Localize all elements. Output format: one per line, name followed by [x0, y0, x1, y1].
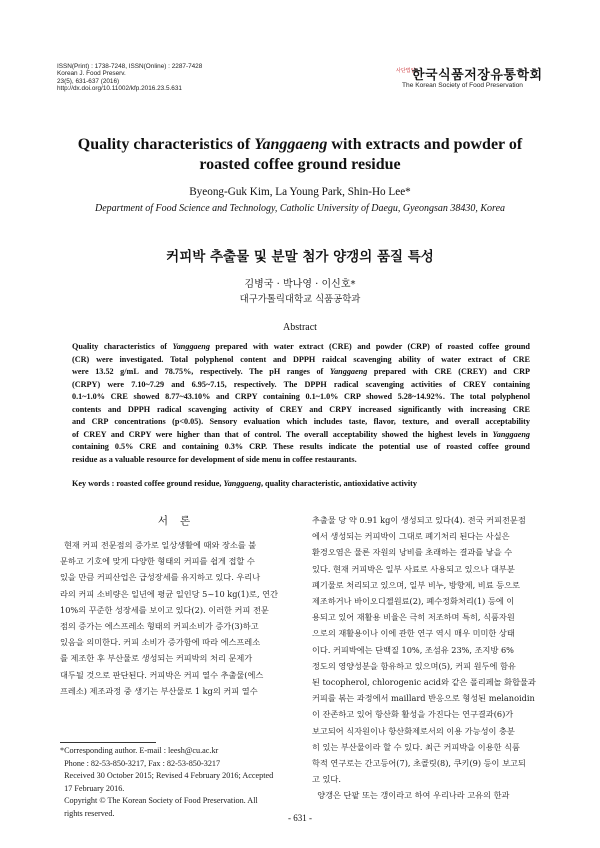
journal-line: Korean J. Food Preserv.	[57, 70, 126, 78]
affiliation: Department of Food Science and Technology, Catholic University of Daegu, Gyeongsan 38430, Korea	[94, 203, 506, 214]
footnote-line: Phone : 82-53-850-3217, Fax : 82-53-850-3217	[60, 758, 221, 768]
authors: Byeong-Guk Kim, La Young Park, Shin-Ho Lee*	[189, 186, 411, 198]
body-line: 제조하거나 바이오디젤원료(2), 폐수정화처리(1) 등에 이	[312, 596, 515, 607]
paper-title	[40, 135, 560, 175]
body-line: 고 있다.	[312, 774, 341, 785]
abstract-line: Quality characteristics of Yanggaeng prepared with water extract (CRE) and powder (CRP) of roasted coffee ground	[72, 342, 530, 351]
abstract-heading: Abstract	[283, 322, 317, 333]
body-line: 이 잔존하고 있어 항산화 활성을 가진다는 연구결과(6)가	[312, 709, 514, 720]
society-mark-icon	[396, 66, 416, 82]
abstract-line: (CRPY) were 7.10~7.29 and 6.95~7.15, respectively. The DPPH radical scavenging activities of CREY containing	[72, 379, 530, 389]
body-line: 양갱은 단팥 또는 갱이라고 하여 우리나라 고유의 한과	[312, 790, 510, 801]
footnote-line: 17 February 2016.	[60, 783, 125, 793]
body-line: 용되고 있어 재활용 비율은 극히 저조하며 특히, 식품자원	[312, 612, 515, 623]
body-line: 학적 연구로는 간고등어(7), 초콜릿(8), 쿠키(9) 등이 보고되	[312, 758, 526, 769]
paper-title-ko: 커피박 추출물 및 분말 첨가 양갱의 품질 특성	[166, 249, 434, 265]
body-column-right	[312, 512, 548, 804]
footnote-line: *Corresponding author. E-mail : leesh@cu.ac.kr	[60, 746, 219, 755]
body-line: 10%의 꾸준한 성장세를 보이고 있다(2). 이러한 커피 전문	[60, 604, 269, 615]
body-line: 현재 커피 전문점의 증가로 일상생활에 때와 장소를 불	[64, 540, 257, 550]
abstract-line: and CRP concentrations (p<0.05). Sensory evaluation which includes taste, flavor, texture, and overall acceptability	[72, 417, 530, 426]
abstract-line: of CREY and CRPY were higher than that of control. The overall acceptability showed the highest levels in Yanggaeng	[72, 429, 530, 439]
title-line2: roasted coffee ground residue	[199, 156, 401, 173]
body-line: 폐기물로 처리되고 있으며, 일부 비누, 방향제, 비료 등으로	[312, 579, 520, 590]
body-line: 된 tocopherol, chlorogenic acid와 같은 폴리페놀 화합물과	[312, 677, 536, 688]
body-line: 있다. 현재 커피박은 일부 사료로 사용되고 있으나 대부분	[312, 563, 515, 574]
affiliation-ko: 대구가톨릭대학교 식품공학과	[239, 294, 361, 305]
abstract-line: containing 0.5% CRE and containing 0.3% CRP. These results indicate the potential use of roasted coffee ground	[72, 442, 530, 451]
abstract-line: were 13.52 g/mL and 78.75%, respectively. The pH ranges of Yanggaeng prepared with CRE (CREY) and CRP	[72, 367, 530, 376]
body-line: 대두될 것으로 판단된다. 커피박은 커피 열수 추출물(에스	[60, 669, 264, 680]
body-line: 환경오염은 물론 자원의 낭비를 초래하는 결과를 낳을 수	[312, 547, 513, 558]
abstract-body	[72, 341, 530, 466]
body-line: 를 제조한 후 부산물로 생성되는 커피박의 처리 문제가	[60, 653, 253, 664]
page-number: - 631 -	[288, 813, 312, 823]
title-part: with extracts and powder of	[327, 136, 523, 153]
body-line: 추출물 당 약 0.91 kg이 생성되고 있다(4). 전국 커피전문점	[312, 515, 526, 525]
society-name-en: The Korean Society of Food Preservation	[402, 82, 523, 89]
abstract-line: residue as a valuable resource for development of side menu in coffee restaurants.	[72, 454, 357, 464]
volume-line: 23(5), 631-637 (2016)	[57, 77, 120, 85]
footnote-line: Copyright © The Korean Society of Food Preservation. All	[60, 796, 258, 806]
journal-info	[57, 63, 287, 93]
keywords-italic: Yanggaeng	[223, 479, 261, 488]
footnote-line: Received 30 October 2015; Revised 4 February 2016; Accepted	[60, 771, 274, 781]
body-line: 으로의 재활용이나 이에 관한 연구 역시 매우 미미한 상태	[312, 628, 515, 639]
abstract-line: (CR) were investigated. Total polyphenol content and DPPH raidcal scavenging ability of water extract of CRE	[72, 354, 530, 364]
body-line: 라의 커피 소비량은 일년에 평균 일인당 5~10 kg(1)로, 연간	[60, 588, 278, 599]
body-line: 정도의 영양성분을 함유하고 있으며(5), 커피 원두에 함유	[312, 660, 516, 671]
keywords-label: Key words :	[72, 479, 115, 488]
title-part: Quality characteristics of	[77, 136, 255, 153]
body-column-left	[60, 537, 300, 699]
body-line: 보고되어 식자원이나 항산화제로서의 이용 가능성이 충분	[312, 725, 515, 736]
body-line: 커피를 볶는 과정에서 maillard 반응으로 형성된 melanoidin	[312, 693, 535, 704]
body-line: 점의 증가는 에스프레소 형태의 커피소비가 증가(3)하고	[60, 621, 259, 632]
issn-line: ISSN(Print) : 1738-7248, ISSN(Online) : 2287-7428	[57, 63, 203, 70]
society-logo	[396, 64, 556, 92]
body-line: 있을 만큼 커피산업은 급성장세를 유지하고 있다. 우리나	[60, 572, 261, 583]
keywords-text: roasted coffee ground residue,	[114, 479, 224, 488]
keywords-text: , quality characteristic, antioxidative activity	[260, 479, 417, 488]
keywords	[72, 479, 530, 488]
section-heading-introduction: 서론	[157, 515, 203, 527]
body-line: 에서 생성되는 커피박이 그대로 폐기처리 된다는 사실은	[312, 531, 510, 542]
body-line: 프레소) 제조과정 중 생기는 부산물로 1 kg의 커피 열수	[60, 685, 258, 696]
doi-link[interactable]: http://dx.doi.org/10.11002/kfp.2016.23.5.631	[57, 85, 182, 93]
body-line: 이다. 커피박에는 단백질 10%, 조섬유 23%, 조지방 6%	[312, 644, 514, 655]
footnote-line: rights reserved.	[60, 808, 115, 818]
abstract-line: 0.1~1.0% CRE showed 8.77~43.10% and CRPY containing 0.1~1.0% CRP showed 5.28~14.92%. The total polyphenol	[72, 392, 530, 401]
body-line: 히 있는 부산물이라 할 수 있다. 최근 커피박을 이용한 식품	[312, 741, 520, 752]
abstract-line: contents and DPPH radical scavenging activity of CREY and CRPY increased significantly with increasing CRE	[72, 404, 530, 414]
footnote-divider	[60, 742, 156, 743]
footnote	[60, 745, 300, 821]
society-ko-small: 사단법인	[396, 68, 416, 74]
title-italic: Yanggaeng	[254, 136, 328, 153]
body-line: 있음을 의미한다. 커피 소비가 증가함에 따라 에스프레소	[60, 637, 261, 648]
body-line: 문하고 기호에 맞게 다양한 형태의 커피를 쉽게 접할 수	[60, 556, 255, 567]
authors-ko: 김병국 · 박나영 · 이신호*	[244, 279, 356, 290]
society-name-ko: 한국식품저장유통학회	[412, 68, 543, 83]
